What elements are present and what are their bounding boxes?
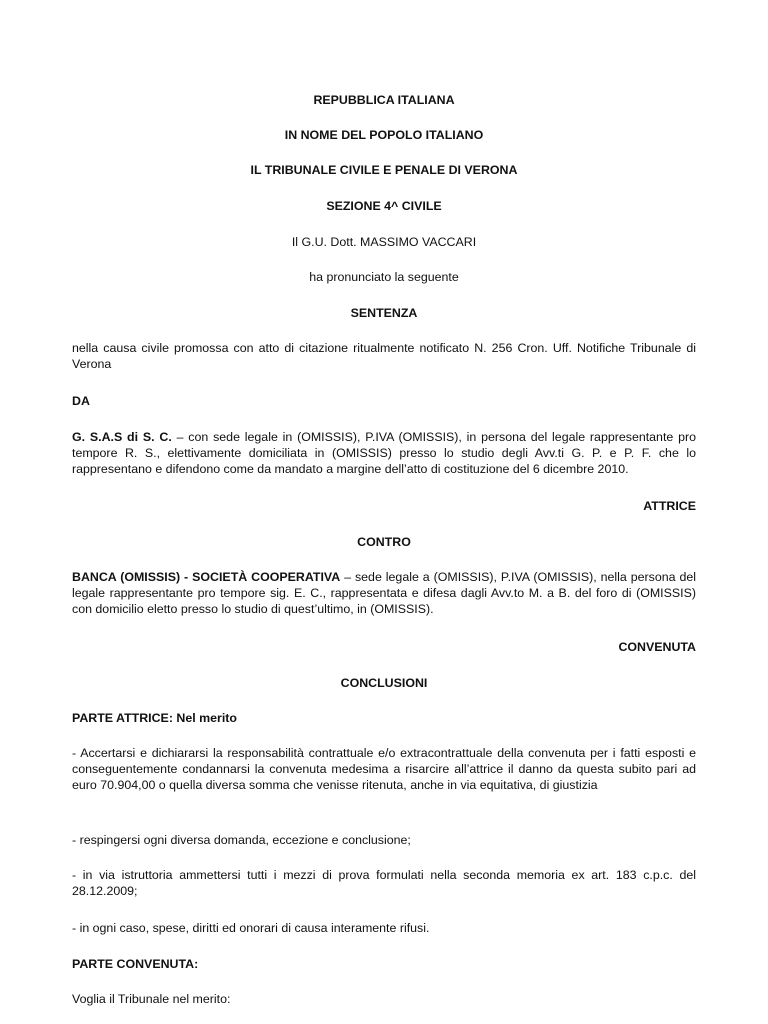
defendant-details: – sede legale a (OMISSIS), P.IVA (OMISSIS), nella persona del legale rappresentante pro tempore sig. E. C., rappresentata e difesa dagli Avv.to M. a B. del foro di (OMISSIS) con domicilio eletto presso lo studio di quest’ultimo, in (OMISSIS). bbox=[72, 570, 696, 616]
plaintiff-name: G. S.A.S di S. C. bbox=[72, 430, 172, 444]
defendant-paragraph bbox=[72, 569, 696, 617]
conclusion-item: - in via istruttoria ammettersi tutti i mezzi di prova formulati nella seconda memoria ex art. 183 c.p.c. del 28.12.2009; bbox=[72, 868, 696, 898]
heading-section: SEZIONE 4^ CIVILE bbox=[326, 199, 442, 213]
conclusion-item: - Accertarsi e dichiararsi la responsabilità contrattuale e/o extracontrattuale della convenuta per i fatti esposti e conseguentemente condannarsi la convenuta medesima a risarcire all’attrice il danno da questa subito pari ad euro 70.904,00 o quella diversa somma che venisse ritenuta, anche in via equitativa, di giustizia bbox=[72, 746, 696, 792]
conclusion-item: - in ogni caso, spese, diritti ed onorari di causa interamente rifusi. bbox=[72, 921, 430, 935]
heading-sentence: SENTENZA bbox=[350, 306, 418, 320]
contro-label: CONTRO bbox=[357, 535, 411, 549]
heading-court: IL TRIBUNALE CIVILE E PENALE DI VERONA bbox=[250, 163, 518, 177]
da-label: DA bbox=[72, 394, 90, 408]
conclusion-item: - respingersi ogni diversa domanda, eccezione e conclusione; bbox=[72, 833, 411, 847]
heading-people: IN NOME DEL POPOLO ITALIANO bbox=[284, 128, 484, 142]
heading-pronounced: ha pronunciato la seguente bbox=[309, 270, 459, 284]
heading-republic: REPUBBLICA ITALIANA bbox=[313, 93, 455, 107]
intro-paragraph: nella causa civile promossa con atto di citazione ritualmente notificato N. 256 Cron. Uff. Notifiche Tribunale di Verona bbox=[72, 341, 696, 371]
plaintiff-conclusions-heading: PARTE ATTRICE: Nel merito bbox=[72, 711, 237, 725]
defendant-name: BANCA (OMISSIS) - SOCIETÀ COOPERATIVA bbox=[72, 570, 341, 584]
defendant-role: CONVENUTA bbox=[618, 640, 696, 654]
plaintiff-role: ATTRICE bbox=[643, 499, 696, 513]
defendant-conclusions-heading: PARTE CONVENUTA: bbox=[72, 957, 199, 971]
plaintiff-paragraph bbox=[72, 429, 696, 477]
plaintiff-details: – con sede legale in (OMISSIS), P.IVA (OMISSIS), in persona del legale rappresentante pro tempore R. S., elettivamente domiciliata in (OMISSIS) presso lo studio degli Avv.ti G. P. e P. F. che lo rappresentano e difendono come da mandato a margine dell’atto di costituzione del 6 dicembre 2010. bbox=[72, 430, 696, 476]
defendant-conclusions-intro: Voglia il Tribunale nel merito: bbox=[72, 992, 231, 1006]
conclusions-title: CONCLUSIONI bbox=[340, 676, 428, 690]
heading-judge: Il G.U. Dott. MASSIMO VACCARI bbox=[291, 235, 477, 249]
